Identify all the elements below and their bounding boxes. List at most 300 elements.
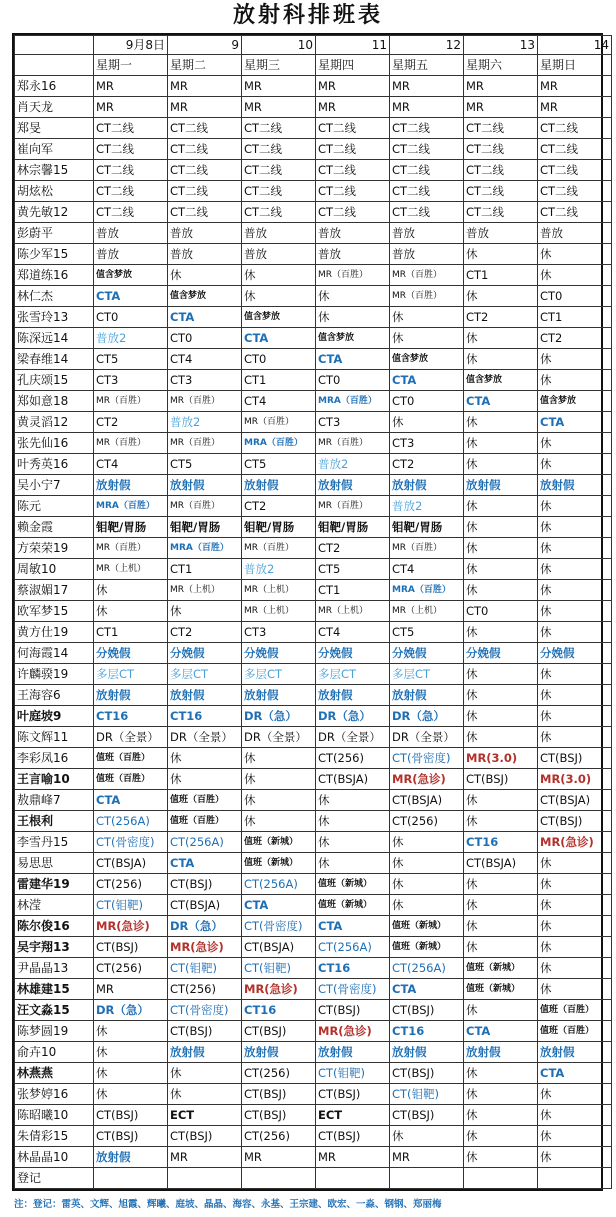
shift-cell: 休 [464,1105,538,1126]
table-row [15,76,612,97]
shift-cell: 普放 [94,223,168,244]
shift-cell: CT二线 [242,118,316,139]
shift-cell: CT(BSJ) [390,1000,464,1021]
shift-cell: DR（急） [242,706,316,727]
shift-cell: CTA [390,370,464,391]
shift-cell: MR（上机） [94,559,168,580]
shift-cell: 放射假 [242,1042,316,1063]
shift-cell: 普放2 [242,559,316,580]
shift-cell: 值班（百胜） [538,1000,612,1021]
shift-cell: CT(BSJA) [538,790,612,811]
weekday-header-row [15,55,612,76]
schedule-table [14,35,612,1189]
table-row [15,832,612,853]
shift-cell: 多层CT [242,664,316,685]
staff-name: 周敏10 [15,559,94,580]
staff-name: 林滢 [15,895,94,916]
staff-name: 林晶晶10 [15,1147,94,1168]
shift-cell: MR [316,97,390,118]
staff-name: 林仁杰 [15,286,94,307]
shift-cell: 休 [94,1084,168,1105]
shift-cell: CT(骨密度) [316,979,390,1000]
shift-cell: 休 [538,937,612,958]
staff-name: 黄灵滔12 [15,412,94,433]
shift-cell: CT二线 [242,139,316,160]
shift-cell: CT2 [316,538,390,559]
shift-cell: MR(急诊) [94,916,168,937]
shift-cell: 休 [464,706,538,727]
date-cell: 9 [168,36,242,55]
shift-cell: CT(骨密度) [94,832,168,853]
staff-name: 俞卉10 [15,1042,94,1063]
shift-cell: MR(急诊) [168,937,242,958]
shift-cell: CT3 [390,433,464,454]
shift-cell: DR（全景） [242,727,316,748]
shift-cell: 休 [538,496,612,517]
staff-name: 蔡淑媚17 [15,580,94,601]
table-row [15,475,612,496]
table-row [15,1042,612,1063]
shift-cell: MR（百胜） [242,538,316,559]
table-row [15,517,612,538]
shift-cell: 休 [94,580,168,601]
table-row [15,1168,612,1189]
shift-cell: CTA [390,979,464,1000]
shift-cell: 休 [94,1021,168,1042]
shift-cell: 值含梦放 [168,286,242,307]
shift-cell: CT二线 [94,118,168,139]
shift-cell: CT(BSJ) [316,1000,390,1021]
shift-cell: CT1 [538,307,612,328]
shift-cell: MR（上机） [390,601,464,622]
shift-cell: 放射假 [390,685,464,706]
shift-cell: 放射假 [316,475,390,496]
shift-cell: CT(BSJ) [168,874,242,895]
shift-cell: 值班（新城） [242,853,316,874]
staff-name: 登记 [15,1168,94,1189]
shift-cell: 普放 [168,244,242,265]
shift-cell: CT二线 [464,160,538,181]
shift-cell: MR [390,76,464,97]
shift-cell: CT二线 [464,118,538,139]
shift-cell: MR [94,979,168,1000]
staff-name: 梁春维14 [15,349,94,370]
shift-cell: CTA [316,916,390,937]
shift-cell: MR（百胜） [316,433,390,454]
shift-cell: MR（百胜） [390,538,464,559]
table-row [15,1105,612,1126]
shift-cell: 放射假 [390,475,464,496]
shift-cell: 休 [390,1126,464,1147]
shift-cell: CTA [242,895,316,916]
shift-cell: CT0 [242,349,316,370]
shift-cell: 值班（新城） [390,916,464,937]
table-row [15,223,612,244]
shift-cell: CT3 [94,370,168,391]
shift-cell: CT0 [538,286,612,307]
shift-cell: CT4 [390,559,464,580]
shift-cell: CT2 [390,454,464,475]
shift-cell: 多层CT [94,664,168,685]
shift-cell: MRA（百胜） [168,538,242,559]
shift-cell: MR [464,76,538,97]
shift-cell: 休 [464,937,538,958]
shift-cell: CT(BSJA) [464,853,538,874]
staff-name: 陈梦圆19 [15,1021,94,1042]
shift-cell: 休 [390,412,464,433]
shift-cell: CT(BSJ) [242,1084,316,1105]
shift-cell: CT(256) [168,979,242,1000]
shift-cell: 分娩假 [242,643,316,664]
shift-cell: CT二线 [316,139,390,160]
shift-cell: 休 [538,580,612,601]
staff-name: 黄先敏12 [15,202,94,223]
table-row [15,1000,612,1021]
shift-cell: CT(BSJ) [316,1084,390,1105]
shift-cell: CT5 [316,559,390,580]
shift-cell: 值班（百胜） [538,1021,612,1042]
shift-cell: 值班（百胜） [94,748,168,769]
shift-cell: CT2 [538,328,612,349]
staff-name: 崔向军 [15,139,94,160]
shift-cell: CT16 [168,706,242,727]
shift-cell: 普放2 [168,412,242,433]
table-row [15,1063,612,1084]
shift-cell: CT1 [94,622,168,643]
table-row [15,580,612,601]
schedule-table-frame [12,33,609,1191]
shift-cell: MR [242,97,316,118]
table-row [15,412,612,433]
shift-cell: CT2 [94,412,168,433]
staff-name: 何海霞14 [15,643,94,664]
shift-cell: CT(256A) [390,958,464,979]
shift-cell: MRA（百胜） [390,580,464,601]
table-row [15,748,612,769]
staff-name: 许麟骙19 [15,664,94,685]
shift-cell: 休 [464,517,538,538]
table-row [15,454,612,475]
shift-cell [538,1168,612,1189]
shift-cell: MR [242,1147,316,1168]
shift-cell: 值班（新城） [390,937,464,958]
shift-cell: DR（全景） [94,727,168,748]
shift-cell: CT16 [316,958,390,979]
staff-name: 吴小宁7 [15,475,94,496]
shift-cell: DR（全景） [168,727,242,748]
shift-cell: 休 [168,1084,242,1105]
staff-name: 胡炫松 [15,181,94,202]
staff-name: 王海容6 [15,685,94,706]
staff-name: 肖天龙 [15,97,94,118]
shift-cell: 值含梦放 [94,265,168,286]
shift-cell: 休 [538,958,612,979]
shift-cell: MR [464,97,538,118]
staff-name: 叶秀英16 [15,454,94,475]
shift-cell: MR(急诊) [538,832,612,853]
table-row [15,391,612,412]
shift-cell: CT(BSJA) [94,853,168,874]
shift-cell: 分娩假 [168,643,242,664]
shift-cell: 休 [464,895,538,916]
shift-cell: CTA [94,790,168,811]
staff-name: 陈元 [15,496,94,517]
shift-cell: DR（急） [168,916,242,937]
shift-cell: 值班（新城） [316,895,390,916]
shift-cell: 休 [538,454,612,475]
shift-cell: MR（百胜） [316,265,390,286]
shift-cell: 休 [464,685,538,706]
shift-cell: MR [390,97,464,118]
date-cell: 9月8日 [94,36,168,55]
table-row [15,790,612,811]
table-row [15,706,612,727]
shift-cell: CT二线 [464,139,538,160]
shift-cell: 休 [464,1126,538,1147]
staff-name: 李彩凤16 [15,748,94,769]
shift-cell: 休 [94,601,168,622]
shift-cell [464,1168,538,1189]
table-row [15,811,612,832]
table-row [15,1084,612,1105]
staff-name: 雷建华19 [15,874,94,895]
shift-cell: 休 [242,748,316,769]
shift-cell: 值班（新城） [316,874,390,895]
shift-cell: 休 [538,538,612,559]
shift-cell: 休 [538,1105,612,1126]
shift-cell: 休 [464,1084,538,1105]
date-cell: 14 [538,36,612,55]
staff-name: 王言喻10 [15,769,94,790]
shift-cell: 分娩假 [316,643,390,664]
shift-cell: 值含梦放 [242,307,316,328]
table-row [15,307,612,328]
weekday-cell: 星期一 [94,55,168,76]
shift-cell: CT(BSJ) [538,811,612,832]
shift-cell: CT二线 [242,202,316,223]
shift-cell: CT5 [94,349,168,370]
shift-cell: MR(3.0) [464,748,538,769]
weekday-cell: 星期五 [390,55,464,76]
shift-cell: 休 [464,412,538,433]
shift-cell: 休 [242,790,316,811]
shift-cell: 放射假 [538,1042,612,1063]
shift-cell: CT(256) [94,874,168,895]
shift-cell: 休 [538,433,612,454]
shift-cell: CT0 [94,307,168,328]
page-title: 放射科排班表 [232,2,383,28]
shift-cell: 放射假 [538,475,612,496]
shift-cell: CT16 [464,832,538,853]
table-row [15,916,612,937]
shift-cell: CT(骨密度) [168,1000,242,1021]
shift-cell: 普放 [390,244,464,265]
staff-name: 张梦婷16 [15,1084,94,1105]
table-row [15,643,612,664]
shift-cell: MR [94,97,168,118]
shift-cell: 普放 [538,223,612,244]
shift-cell: MR [94,76,168,97]
shift-cell: 休 [390,832,464,853]
shift-cell: CT二线 [94,160,168,181]
shift-cell: MR [316,76,390,97]
shift-cell: CT二线 [390,139,464,160]
shift-cell: 钼靶/胃肠 [168,517,242,538]
shift-cell: 放射假 [390,1042,464,1063]
shift-cell: 普放 [94,244,168,265]
shift-cell: 休 [538,349,612,370]
shift-cell: 休 [538,727,612,748]
shift-cell: 普放 [464,223,538,244]
shift-cell: 普放 [168,223,242,244]
shift-cell: 休 [390,874,464,895]
shift-cell: CT(BSJ) [242,1021,316,1042]
staff-name: 叶庭坡9 [15,706,94,727]
shift-cell: CT4 [94,454,168,475]
table-row [15,349,612,370]
shift-cell: 放射假 [464,475,538,496]
shift-cell: CT4 [242,391,316,412]
shift-cell: 值班（新城） [464,958,538,979]
shift-cell: MRA（百胜） [316,391,390,412]
shift-cell: 休 [316,811,390,832]
shift-cell: CT(256) [242,1063,316,1084]
shift-cell: 休 [538,706,612,727]
staff-name: 张雪玲13 [15,307,94,328]
shift-cell: MR [168,1147,242,1168]
shift-cell: CT二线 [242,160,316,181]
table-row [15,1147,612,1168]
shift-cell: 放射假 [94,1147,168,1168]
shift-cell: CT(BSJ) [242,1105,316,1126]
shift-cell: 休 [538,1147,612,1168]
table-row [15,97,612,118]
shift-cell: 休 [242,265,316,286]
table-row [15,979,612,1000]
shift-cell: CT(BSJA) [242,937,316,958]
shift-cell: CT(256) [94,958,168,979]
staff-name: 张先仙16 [15,433,94,454]
table-row [15,958,612,979]
shift-cell: CT二线 [538,202,612,223]
shift-cell: 休 [316,286,390,307]
shift-cell: CT2 [242,496,316,517]
date-cell: 10 [242,36,316,55]
shift-cell: 休 [390,328,464,349]
shift-cell: MR [538,76,612,97]
shift-cell: CTA [316,349,390,370]
shift-cell: CT二线 [94,202,168,223]
shift-cell: CT(256A) [242,874,316,895]
shift-cell: CT0 [390,391,464,412]
shift-cell: 休 [242,811,316,832]
staff-name: 郑如意18 [15,391,94,412]
table-row [15,1021,612,1042]
shift-cell: CTA [242,328,316,349]
staff-name: 方荣荣19 [15,538,94,559]
shift-cell: CT0 [168,328,242,349]
shift-cell: 休 [538,517,612,538]
shift-cell: 值含梦放 [464,370,538,391]
shift-cell: MR(急诊) [390,769,464,790]
shift-cell: MR（百胜） [168,496,242,517]
shift-cell: 休 [464,727,538,748]
shift-cell [94,1168,168,1189]
shift-cell: CT二线 [168,118,242,139]
shift-cell: CT3 [316,412,390,433]
shift-cell: CT二线 [242,181,316,202]
weekday-cell: 星期日 [538,55,612,76]
shift-cell: CT16 [94,706,168,727]
shift-cell: CTA [538,412,612,433]
shift-cell: 多层CT [168,664,242,685]
shift-cell: 分娩假 [464,643,538,664]
shift-cell: 多层CT [316,664,390,685]
shift-cell: 休 [464,433,538,454]
table-row [15,895,612,916]
shift-cell: CTA [464,391,538,412]
shift-cell: 休 [538,265,612,286]
shift-cell: 休 [464,286,538,307]
shift-cell: 休 [464,916,538,937]
shift-cell: CT5 [242,454,316,475]
shift-cell: MR（百胜） [242,412,316,433]
shift-cell: 休 [464,622,538,643]
shift-cell: CT二线 [390,118,464,139]
shift-cell: CT二线 [390,202,464,223]
shift-cell [168,1168,242,1189]
staff-name: 欧军梦15 [15,601,94,622]
shift-cell: 放射假 [168,1042,242,1063]
shift-cell: CT二线 [538,160,612,181]
shift-cell: CT16 [242,1000,316,1021]
shift-cell: DR（急） [94,1000,168,1021]
shift-cell: MR [390,1147,464,1168]
shift-cell [242,1168,316,1189]
shift-cell: CT(BSJA) [168,895,242,916]
shift-cell: CT(BSJ) [168,1021,242,1042]
shift-cell: 休 [464,664,538,685]
table-row [15,496,612,517]
registration-note: 注：登记：雷英、文辉、旭霞、辉曦、庭坡、晶晶、海容、永基、王宗建、欧宏、一淼、钢钢、郑丽梅 [14,1199,442,1210]
table-row [15,685,612,706]
shift-cell: 休 [316,832,390,853]
shift-cell: CT二线 [390,181,464,202]
weekday-cell [15,55,94,76]
shift-cell: 值班（百胜） [94,769,168,790]
shift-cell: CT二线 [168,160,242,181]
shift-cell: CT(256) [390,811,464,832]
shift-cell: MR（百胜） [168,433,242,454]
shift-cell: 休 [538,979,612,1000]
shift-cell: 普放 [316,244,390,265]
staff-name: 尹晶晶13 [15,958,94,979]
staff-name: 陈深远14 [15,328,94,349]
shift-cell: DR（全景） [316,727,390,748]
shift-cell: MR（百胜） [168,391,242,412]
shift-cell: CT二线 [316,160,390,181]
weekday-cell: 星期六 [464,55,538,76]
shift-cell: CT二线 [168,181,242,202]
shift-cell: CT(钼靶) [94,895,168,916]
shift-cell: 值班（新城） [242,832,316,853]
shift-cell: CT0 [464,601,538,622]
shift-cell: MR(急诊) [242,979,316,1000]
shift-cell: CT3 [242,622,316,643]
staff-name: 敖鼎峰7 [15,790,94,811]
shift-cell: 值班（新城） [464,979,538,1000]
shift-cell: 休 [464,874,538,895]
